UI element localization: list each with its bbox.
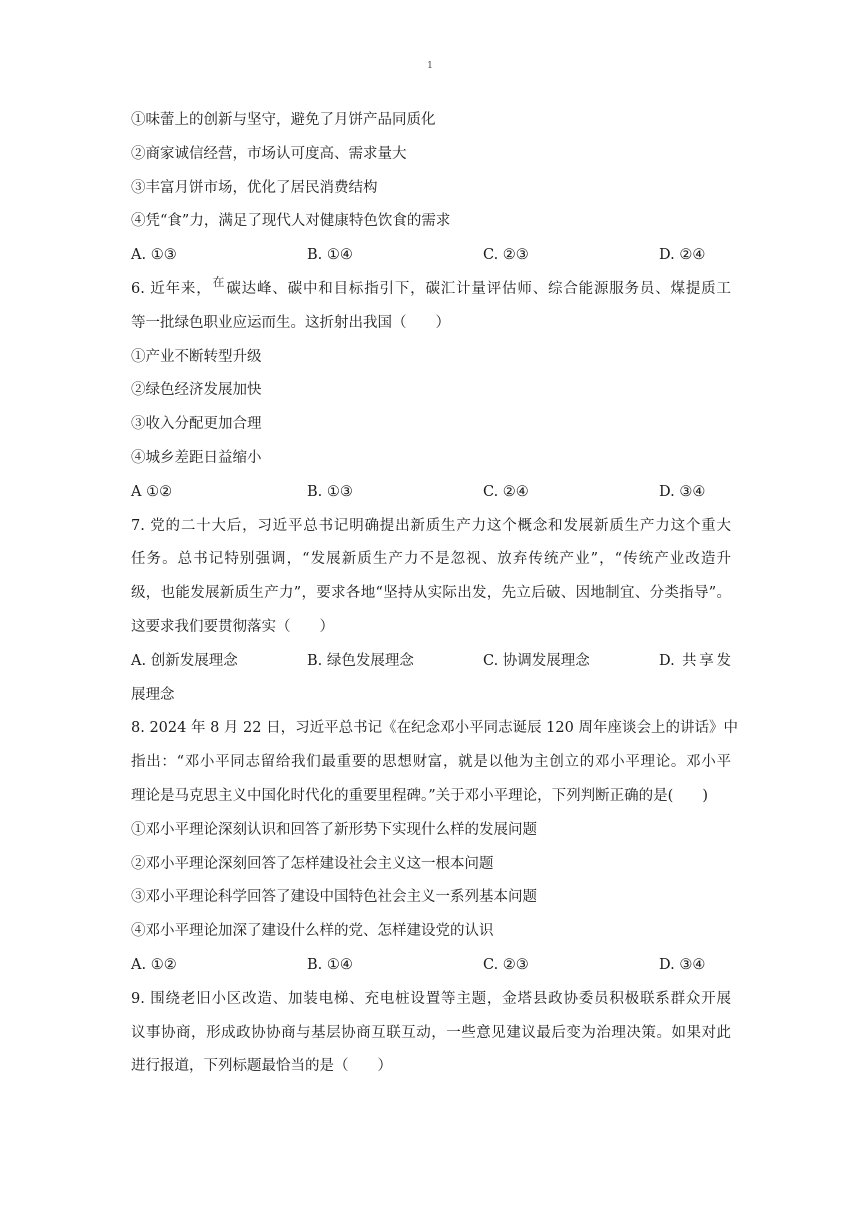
statement: ①邓小平理论深刻认识和回答了新形势下实现什么样的发展问题 (131, 821, 537, 838)
question-9-stem: 议事协商，形成政协协商与基层协商互联互动，一些意见建议最后变为治理决策。如果对此 (131, 1024, 731, 1041)
question-6-prefix: 6. 近年来， (131, 280, 212, 297)
option-d: D. ③④ (659, 956, 706, 973)
option-b: B. ①③ (307, 483, 353, 500)
option-a: A. 创新发展理念 (131, 652, 238, 669)
answer-options (131, 949, 731, 983)
statement: ①味蕾上的创新与坚守，避免了月饼产品同质化 (131, 112, 436, 128)
option-c: C. 协调发展理念 (483, 652, 590, 669)
question-8-stem: 理论是马克思主义中国化时代化的重要里程碑。”关于邓小平理论，下列判断正确的是( ) (131, 787, 708, 804)
question-6-stem-line2: 等一批绿色职业应运而生。这折射出我国（ ） (131, 314, 450, 331)
question-9-stem: 进行报道，下列标题最恰当的是（ ） (131, 1058, 392, 1075)
page-number: 1 (427, 61, 433, 71)
option-d: D. ③④ (659, 483, 706, 500)
option-c: C. ②③ (483, 956, 529, 973)
option-d-continued: 展理念 (131, 686, 175, 703)
option-a: A. ①③ (131, 247, 177, 264)
question-8-stem: 指出：“邓小平同志留给我们最重要的思想财富，就是以他为主创立的邓小平理论。邓小平 (131, 754, 731, 771)
statement: ③丰富月饼市场，优化了居民消费结构 (131, 179, 378, 196)
statement: ②绿色经济发展加快 (131, 382, 262, 399)
answer-options (131, 239, 731, 273)
option-c: C. ②③ (483, 247, 529, 264)
insertion-marker: 在 (212, 274, 226, 289)
statement: ④城乡差距日益缩小 (131, 449, 262, 466)
question-7-stem: 任务。总书记特别强调，“发展新质生产力不是忽视、放弃传统产业”，“传统产业改造升 (131, 551, 731, 568)
statement: ②邓小平理论深刻回答了怎样建设社会主义这一根本问题 (131, 855, 494, 872)
statement: ②商家诚信经营，市场认可度高、需求量大 (131, 145, 407, 162)
statement: ④凭“食”力，满足了现代人对健康特色饮食的需求 (131, 213, 451, 230)
option-d: D. 共享发 (659, 652, 731, 669)
statement: ①产业不断转型升级 (131, 348, 262, 365)
statement: ④邓小平理论加深了建设什么样的党、怎样建设党的认识 (131, 923, 494, 940)
option-c: C. ②④ (483, 483, 529, 500)
question-6-stem (131, 273, 731, 307)
question-7-stem: 级，也能发展新质生产力”，要求各地“坚持从实际出发，先立后破、因地制宜、分类指导”。 (131, 585, 731, 602)
statement: ③邓小平理论科学回答了建设中国特色社会主义一系列基本问题 (131, 889, 537, 906)
option-b: B. 绿色发展理念 (307, 652, 414, 669)
question-9-stem: 9. 围绕老旧小区改造、加装电梯、充电桩设置等主题，金塔县政协委员积极联系群众开展 (131, 990, 731, 1007)
option-b: B. ①④ (307, 956, 353, 973)
question-7-stem: 7. 党的二十大后，习近平总书记明确提出新质生产力这个概念和发展新质生产力这个重大 (131, 517, 731, 534)
option-a: A. ①② (131, 956, 177, 973)
option-a: A ①② (131, 483, 173, 500)
option-b: B. ①④ (307, 247, 353, 264)
answer-options (131, 476, 731, 510)
option-d: D. ②④ (659, 247, 706, 264)
document-body (131, 104, 738, 1084)
question-6-text: 碳达峰、碳中和目标指引下，碳汇计量评估师、综合能源服务员、煤提质工 (226, 280, 731, 297)
question-8-stem: 8. 2024 年 8 月 22 日，习近平总书记《在纪念邓小平同志诞辰 120 周年座谈会上的讲话》中 (131, 720, 738, 737)
question-7-stem: 这要求我们要贯彻落实（ ） (131, 618, 334, 635)
statement: ③收入分配更加合理 (131, 416, 262, 433)
answer-options (131, 645, 731, 679)
